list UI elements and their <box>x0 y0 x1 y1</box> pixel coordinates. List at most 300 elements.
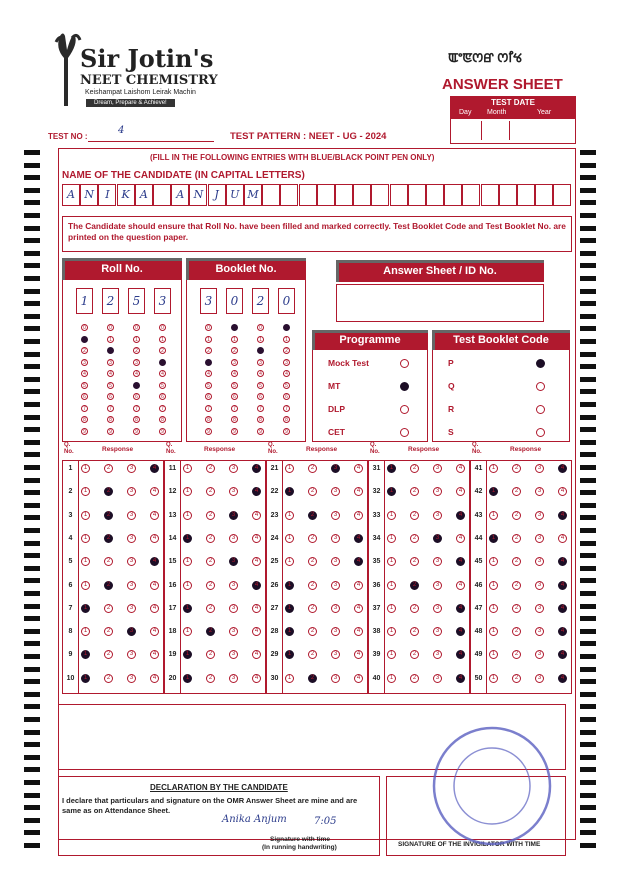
answer-bubble[interactable]: 4 <box>558 557 567 566</box>
name-char-box[interactable] <box>208 184 226 206</box>
booklet-bubble[interactable]: 6 <box>283 393 290 400</box>
booklet-bubble[interactable]: 8 <box>205 416 212 423</box>
answer-bubble[interactable]: 1 <box>489 464 498 473</box>
answer-bubble[interactable]: 2 <box>206 674 215 683</box>
answer-bubble[interactable]: 1 <box>183 604 192 613</box>
booklet_code-option-bubble[interactable] <box>536 428 545 437</box>
booklet-bubble[interactable]: 1 <box>257 336 264 343</box>
name-char-box[interactable] <box>226 184 244 206</box>
answer-bubble[interactable]: 2 <box>410 581 419 590</box>
answer-bubble[interactable]: 1 <box>285 627 294 636</box>
answer-bubble[interactable]: 2 <box>104 650 113 659</box>
answer-bubble[interactable]: 2 <box>410 464 419 473</box>
roll-bubble[interactable]: 7 <box>133 405 140 412</box>
roll-bubble[interactable]: 4 <box>81 370 88 377</box>
roll-bubble[interactable]: 9 <box>107 428 114 435</box>
answer-bubble[interactable]: 1 <box>285 511 294 520</box>
answer-bubble[interactable]: 1 <box>81 557 90 566</box>
answer-bubble[interactable]: 4 <box>252 534 261 543</box>
answer-bubble[interactable]: 2 <box>308 557 317 566</box>
roll-bubble[interactable]: 6 <box>107 393 114 400</box>
answer-bubble[interactable]: 1 <box>81 674 90 683</box>
answer-bubble[interactable]: 3 <box>331 557 340 566</box>
roll-bubble[interactable]: 0 <box>159 324 166 331</box>
name-char-box[interactable] <box>371 184 389 206</box>
booklet-bubble[interactable]: 5 <box>257 382 264 389</box>
answer-bubble[interactable]: 2 <box>512 464 521 473</box>
answer-bubble[interactable]: 1 <box>489 650 498 659</box>
answer-bubble[interactable]: 2 <box>512 487 521 496</box>
answer-bubble[interactable]: 1 <box>81 464 90 473</box>
roll-bubble[interactable]: 2 <box>133 347 140 354</box>
answer-bubble[interactable]: 4 <box>558 604 567 613</box>
answer-bubble[interactable]: 1 <box>183 674 192 683</box>
programme-option-bubble[interactable] <box>400 382 409 391</box>
answer-bubble[interactable]: 4 <box>252 464 261 473</box>
answer-bubble[interactable]: 1 <box>387 511 396 520</box>
answer-bubble[interactable]: 3 <box>433 511 442 520</box>
answer-bubble[interactable]: 2 <box>308 581 317 590</box>
answer-bubble[interactable]: 2 <box>512 511 521 520</box>
booklet-bubble[interactable]: 4 <box>283 370 290 377</box>
answer-bubble[interactable]: 4 <box>252 604 261 613</box>
answer-bubble[interactable]: 4 <box>150 650 159 659</box>
booklet-bubble[interactable]: 5 <box>205 382 212 389</box>
roll-bubble[interactable]: 4 <box>133 370 140 377</box>
name-char-box[interactable] <box>462 184 480 206</box>
answer-bubble[interactable]: 1 <box>183 487 192 496</box>
answer-bubble[interactable]: 3 <box>229 650 238 659</box>
answer-bubble[interactable]: 4 <box>354 487 363 496</box>
answer-bubble[interactable]: 4 <box>354 627 363 636</box>
answer-bubble[interactable]: 2 <box>308 511 317 520</box>
booklet-bubble[interactable]: 4 <box>257 370 264 377</box>
booklet-bubble[interactable]: 9 <box>231 428 238 435</box>
booklet-bubble[interactable]: 7 <box>283 405 290 412</box>
date-month-field[interactable] <box>483 121 510 140</box>
booklet-bubble[interactable]: 6 <box>257 393 264 400</box>
roll-bubble[interactable]: 1 <box>107 336 114 343</box>
answer-bubble[interactable]: 2 <box>512 627 521 636</box>
roll-bubble[interactable]: 7 <box>159 405 166 412</box>
name-char-box[interactable] <box>280 184 298 206</box>
answer-bubble[interactable]: 2 <box>512 674 521 683</box>
answer-bubble[interactable]: 2 <box>104 511 113 520</box>
answer-bubble[interactable]: 1 <box>285 464 294 473</box>
answer-bubble[interactable]: 1 <box>285 674 294 683</box>
answer-bubble[interactable]: 2 <box>206 650 215 659</box>
answer-bubble[interactable]: 3 <box>229 627 238 636</box>
answer-bubble[interactable]: 3 <box>331 581 340 590</box>
answer-bubble[interactable]: 1 <box>81 511 90 520</box>
answer-bubble[interactable]: 4 <box>252 627 261 636</box>
answer-bubble[interactable]: 4 <box>456 581 465 590</box>
answer-bubble[interactable]: 2 <box>512 650 521 659</box>
answer-bubble[interactable]: 2 <box>308 604 317 613</box>
answer-bubble[interactable]: 3 <box>433 534 442 543</box>
roll-bubble[interactable]: 6 <box>133 393 140 400</box>
roll-digit-box[interactable] <box>128 288 145 314</box>
answer-bubble[interactable]: 3 <box>127 674 136 683</box>
programme-options[interactable] <box>312 350 428 442</box>
roll-bubble[interactable]: 4 <box>159 370 166 377</box>
answer-bubble[interactable]: 3 <box>433 464 442 473</box>
answer-bubble[interactable]: 4 <box>252 674 261 683</box>
roll-bubble[interactable]: 5 <box>107 382 114 389</box>
answer-bubble[interactable]: 2 <box>308 487 317 496</box>
answer-bubble[interactable]: 4 <box>252 581 261 590</box>
answer-bubble[interactable]: 4 <box>354 557 363 566</box>
answer-bubble[interactable]: 1 <box>387 464 396 473</box>
roll-bubble[interactable]: 5 <box>133 382 140 389</box>
answer-bubble[interactable]: 3 <box>127 650 136 659</box>
answer-bubble[interactable]: 4 <box>150 557 159 566</box>
name-char-box[interactable] <box>98 184 116 206</box>
roll-bubble[interactable]: 2 <box>159 347 166 354</box>
answer-bubble[interactable]: 3 <box>433 604 442 613</box>
response-grid[interactable] <box>62 442 572 694</box>
answer-bubble[interactable]: 3 <box>535 581 544 590</box>
booklet-bubble[interactable]: 9 <box>205 428 212 435</box>
roll-bubble[interactable]: 9 <box>159 428 166 435</box>
roll-bubble[interactable]: 5 <box>81 382 88 389</box>
booklet-bubble[interactable]: 6 <box>231 393 238 400</box>
name-char-box[interactable] <box>244 184 262 206</box>
answer-bubble[interactable]: 3 <box>229 557 238 566</box>
answer-bubble[interactable]: 3 <box>535 627 544 636</box>
answer-bubble[interactable]: 2 <box>206 464 215 473</box>
answer-sheet-id-field[interactable] <box>336 284 544 322</box>
booklet_code-option-bubble[interactable] <box>536 382 545 391</box>
answer-bubble[interactable]: 3 <box>433 650 442 659</box>
answer-bubble[interactable]: 3 <box>535 534 544 543</box>
name-grid[interactable] <box>62 184 572 206</box>
answer-bubble[interactable]: 1 <box>489 487 498 496</box>
answer-bubble[interactable]: 3 <box>127 627 136 636</box>
answer-bubble[interactable]: 1 <box>489 604 498 613</box>
roll-digit-box[interactable] <box>154 288 171 314</box>
roll-bubble[interactable]: 3 <box>159 359 166 366</box>
answer-bubble[interactable]: 1 <box>81 627 90 636</box>
answer-bubble[interactable]: 1 <box>387 650 396 659</box>
answer-bubble[interactable]: 3 <box>127 511 136 520</box>
answer-bubble[interactable]: 3 <box>127 464 136 473</box>
answer-bubble[interactable]: 1 <box>387 557 396 566</box>
answer-bubble[interactable]: 2 <box>104 674 113 683</box>
name-char-box[interactable] <box>481 184 499 206</box>
answer-bubble[interactable]: 3 <box>229 511 238 520</box>
booklet-bubble[interactable]: 3 <box>257 359 264 366</box>
answer-bubble[interactable]: 3 <box>331 604 340 613</box>
booklet-digit-box[interactable] <box>278 288 295 314</box>
answer-bubble[interactable]: 4 <box>354 604 363 613</box>
answer-bubble[interactable]: 1 <box>81 581 90 590</box>
answer-bubble[interactable]: 1 <box>183 581 192 590</box>
roll-bubble[interactable]: 9 <box>133 428 140 435</box>
test-no-field[interactable] <box>88 140 214 142</box>
booklet-digit-box[interactable] <box>200 288 217 314</box>
name-char-box[interactable] <box>62 184 80 206</box>
answer-bubble[interactable]: 2 <box>308 534 317 543</box>
answer-bubble[interactable]: 1 <box>489 557 498 566</box>
roll-bubble[interactable]: 5 <box>159 382 166 389</box>
answer-bubble[interactable]: 4 <box>252 557 261 566</box>
booklet_code-option-bubble[interactable] <box>536 359 545 368</box>
roll-bubble[interactable]: 3 <box>81 359 88 366</box>
answer-bubble[interactable]: 3 <box>229 487 238 496</box>
answer-bubble[interactable]: 1 <box>183 534 192 543</box>
booklet-bubble[interactable]: 3 <box>205 359 212 366</box>
answer-bubble[interactable]: 2 <box>410 534 419 543</box>
answer-bubble[interactable]: 4 <box>354 511 363 520</box>
answer-bubble[interactable]: 1 <box>183 511 192 520</box>
answer-bubble[interactable]: 2 <box>512 604 521 613</box>
roll-bubble[interactable]: 6 <box>81 393 88 400</box>
roll-bubble[interactable]: 1 <box>159 336 166 343</box>
answer-bubble[interactable]: 4 <box>558 650 567 659</box>
answer-bubble[interactable]: 1 <box>285 534 294 543</box>
roll-bubble[interactable]: 0 <box>81 324 88 331</box>
answer-bubble[interactable]: 1 <box>183 557 192 566</box>
answer-bubble[interactable]: 3 <box>535 487 544 496</box>
date-year-field[interactable] <box>513 121 571 140</box>
answer-bubble[interactable]: 2 <box>104 604 113 613</box>
roll-bubble[interactable]: 3 <box>107 359 114 366</box>
answer-bubble[interactable]: 2 <box>410 487 419 496</box>
programme-option-bubble[interactable] <box>400 405 409 414</box>
answer-bubble[interactable]: 2 <box>206 487 215 496</box>
answer-bubble[interactable]: 3 <box>535 604 544 613</box>
roll-bubble[interactable]: 7 <box>107 405 114 412</box>
booklet-bubble[interactable]: 9 <box>257 428 264 435</box>
answer-bubble[interactable]: 2 <box>104 581 113 590</box>
answer-bubble[interactable]: 2 <box>512 581 521 590</box>
answer-bubble[interactable]: 3 <box>331 511 340 520</box>
answer-bubble[interactable]: 3 <box>433 627 442 636</box>
programme-option-bubble[interactable] <box>400 428 409 437</box>
name-char-box[interactable] <box>153 184 171 206</box>
answer-bubble[interactable]: 1 <box>489 511 498 520</box>
booklet-digit-box[interactable] <box>226 288 243 314</box>
name-char-box[interactable] <box>390 184 408 206</box>
booklet-bubble[interactable]: 0 <box>283 324 290 331</box>
name-char-box[interactable] <box>353 184 371 206</box>
answer-bubble[interactable]: 4 <box>456 464 465 473</box>
answer-bubble[interactable]: 3 <box>535 464 544 473</box>
booklet-bubble[interactable]: 7 <box>257 405 264 412</box>
booklet-bubble[interactable]: 0 <box>257 324 264 331</box>
answer-bubble[interactable]: 3 <box>331 487 340 496</box>
answer-bubble[interactable]: 3 <box>331 627 340 636</box>
answer-bubble[interactable]: 1 <box>387 534 396 543</box>
answer-bubble[interactable]: 4 <box>456 557 465 566</box>
name-char-box[interactable] <box>117 184 135 206</box>
booklet-bubble[interactable]: 2 <box>231 347 238 354</box>
answer-bubble[interactable]: 4 <box>150 674 159 683</box>
answer-bubble[interactable]: 3 <box>331 674 340 683</box>
answer-bubble[interactable]: 4 <box>456 511 465 520</box>
answer-bubble[interactable]: 2 <box>410 650 419 659</box>
answer-bubble[interactable]: 3 <box>433 487 442 496</box>
name-char-box[interactable] <box>426 184 444 206</box>
booklet-bubble[interactable]: 7 <box>205 405 212 412</box>
name-char-box[interactable] <box>553 184 571 206</box>
answer-bubble[interactable]: 4 <box>354 534 363 543</box>
answer-bubble[interactable]: 1 <box>285 557 294 566</box>
answer-bubble[interactable]: 4 <box>150 604 159 613</box>
answer-bubble[interactable]: 2 <box>206 557 215 566</box>
roll-bubble[interactable]: 8 <box>159 416 166 423</box>
answer-bubble[interactable]: 3 <box>535 674 544 683</box>
roll-no-grid[interactable] <box>62 282 182 442</box>
roll-bubble[interactable]: 6 <box>159 393 166 400</box>
answer-bubble[interactable]: 4 <box>150 581 159 590</box>
answer-bubble[interactable]: 4 <box>354 674 363 683</box>
answer-bubble[interactable]: 3 <box>229 464 238 473</box>
answer-bubble[interactable]: 4 <box>252 487 261 496</box>
answer-bubble[interactable]: 3 <box>535 650 544 659</box>
answer-bubble[interactable]: 2 <box>104 487 113 496</box>
answer-bubble[interactable]: 3 <box>535 511 544 520</box>
answer-bubble[interactable]: 4 <box>558 511 567 520</box>
name-char-box[interactable] <box>171 184 189 206</box>
booklet-bubble[interactable]: 3 <box>283 359 290 366</box>
answer-bubble[interactable]: 2 <box>104 534 113 543</box>
name-char-box[interactable] <box>189 184 207 206</box>
answer-bubble[interactable]: 4 <box>354 464 363 473</box>
name-char-box[interactable] <box>535 184 553 206</box>
name-char-box[interactable] <box>408 184 426 206</box>
answer-bubble[interactable]: 4 <box>456 487 465 496</box>
roll-bubble[interactable]: 2 <box>107 347 114 354</box>
answer-bubble[interactable]: 1 <box>81 604 90 613</box>
answer-bubble[interactable]: 4 <box>456 627 465 636</box>
answer-bubble[interactable]: 4 <box>456 534 465 543</box>
booklet-bubble[interactable]: 1 <box>283 336 290 343</box>
answer-bubble[interactable]: 4 <box>456 604 465 613</box>
booklet-bubble[interactable]: 1 <box>205 336 212 343</box>
name-char-box[interactable] <box>335 184 353 206</box>
booklet-code-options[interactable] <box>432 350 570 442</box>
answer-bubble[interactable]: 4 <box>558 627 567 636</box>
answer-bubble[interactable]: 2 <box>206 604 215 613</box>
answer-bubble[interactable]: 3 <box>229 581 238 590</box>
answer-bubble[interactable]: 1 <box>387 581 396 590</box>
roll-bubble[interactable]: 9 <box>81 428 88 435</box>
answer-bubble[interactable]: 2 <box>206 511 215 520</box>
answer-bubble[interactable]: 2 <box>410 604 419 613</box>
answer-bubble[interactable]: 3 <box>127 581 136 590</box>
booklet-bubble[interactable]: 4 <box>205 370 212 377</box>
booklet-bubble[interactable]: 0 <box>231 324 238 331</box>
answer-bubble[interactable]: 1 <box>183 464 192 473</box>
answer-bubble[interactable]: 3 <box>433 557 442 566</box>
name-char-box[interactable] <box>517 184 535 206</box>
answer-bubble[interactable]: 3 <box>127 557 136 566</box>
answer-bubble[interactable]: 1 <box>285 581 294 590</box>
booklet_code-option-bubble[interactable] <box>536 405 545 414</box>
answer-bubble[interactable]: 4 <box>456 650 465 659</box>
answer-bubble[interactable]: 2 <box>308 464 317 473</box>
booklet-bubble[interactable]: 2 <box>257 347 264 354</box>
booklet-bubble[interactable]: 1 <box>231 336 238 343</box>
booklet-bubble[interactable]: 7 <box>231 405 238 412</box>
answer-bubble[interactable]: 1 <box>81 487 90 496</box>
answer-bubble[interactable]: 1 <box>183 650 192 659</box>
roll-bubble[interactable]: 1 <box>81 336 88 343</box>
roll-bubble[interactable]: 8 <box>107 416 114 423</box>
answer-bubble[interactable]: 1 <box>285 604 294 613</box>
roll-bubble[interactable]: 0 <box>133 324 140 331</box>
answer-bubble[interactable]: 1 <box>81 534 90 543</box>
roll-bubble[interactable]: 7 <box>81 405 88 412</box>
answer-bubble[interactable]: 3 <box>331 464 340 473</box>
name-char-box[interactable] <box>262 184 280 206</box>
answer-bubble[interactable]: 3 <box>127 487 136 496</box>
name-char-box[interactable] <box>299 184 317 206</box>
answer-bubble[interactable]: 4 <box>558 487 567 496</box>
answer-bubble[interactable]: 2 <box>512 534 521 543</box>
booklet-digit-box[interactable] <box>252 288 269 314</box>
name-char-box[interactable] <box>135 184 153 206</box>
answer-bubble[interactable]: 1 <box>387 627 396 636</box>
answer-bubble[interactable]: 4 <box>150 464 159 473</box>
answer-bubble[interactable]: 2 <box>206 534 215 543</box>
booklet-bubble[interactable]: 3 <box>231 359 238 366</box>
answer-bubble[interactable]: 4 <box>558 674 567 683</box>
answer-bubble[interactable]: 1 <box>489 581 498 590</box>
booklet-bubble[interactable]: 8 <box>231 416 238 423</box>
answer-bubble[interactable]: 1 <box>387 487 396 496</box>
answer-bubble[interactable]: 4 <box>150 534 159 543</box>
answer-bubble[interactable]: 2 <box>512 557 521 566</box>
answer-bubble[interactable]: 2 <box>206 627 215 636</box>
name-char-box[interactable] <box>80 184 98 206</box>
booklet-bubble[interactable]: 6 <box>205 393 212 400</box>
answer-bubble[interactable]: 2 <box>104 464 113 473</box>
answer-bubble[interactable]: 2 <box>308 650 317 659</box>
booklet-bubble[interactable]: 0 <box>205 324 212 331</box>
answer-bubble[interactable]: 3 <box>127 534 136 543</box>
roll-digit-box[interactable] <box>102 288 119 314</box>
answer-bubble[interactable]: 1 <box>489 627 498 636</box>
answer-bubble[interactable]: 3 <box>433 581 442 590</box>
roll-bubble[interactable]: 8 <box>133 416 140 423</box>
roll-bubble[interactable]: 4 <box>107 370 114 377</box>
answer-bubble[interactable]: 1 <box>387 674 396 683</box>
answer-bubble[interactable]: 4 <box>354 650 363 659</box>
answer-bubble[interactable]: 1 <box>285 650 294 659</box>
answer-bubble[interactable]: 3 <box>127 604 136 613</box>
answer-bubble[interactable]: 3 <box>229 604 238 613</box>
answer-bubble[interactable]: 4 <box>558 464 567 473</box>
answer-bubble[interactable]: 3 <box>229 674 238 683</box>
roll-digit-box[interactable] <box>76 288 93 314</box>
answer-bubble[interactable]: 2 <box>410 557 419 566</box>
booklet-bubble[interactable]: 8 <box>257 416 264 423</box>
answer-bubble[interactable]: 1 <box>183 627 192 636</box>
booklet-bubble[interactable]: 8 <box>283 416 290 423</box>
roll-bubble[interactable]: 8 <box>81 416 88 423</box>
answer-bubble[interactable]: 2 <box>410 674 419 683</box>
answer-bubble[interactable]: 4 <box>252 511 261 520</box>
answer-bubble[interactable]: 2 <box>308 674 317 683</box>
answer-bubble[interactable]: 3 <box>433 674 442 683</box>
booklet-bubble[interactable]: 4 <box>231 370 238 377</box>
answer-bubble[interactable]: 4 <box>252 650 261 659</box>
roll-bubble[interactable]: 3 <box>133 359 140 366</box>
answer-bubble[interactable]: 3 <box>535 557 544 566</box>
